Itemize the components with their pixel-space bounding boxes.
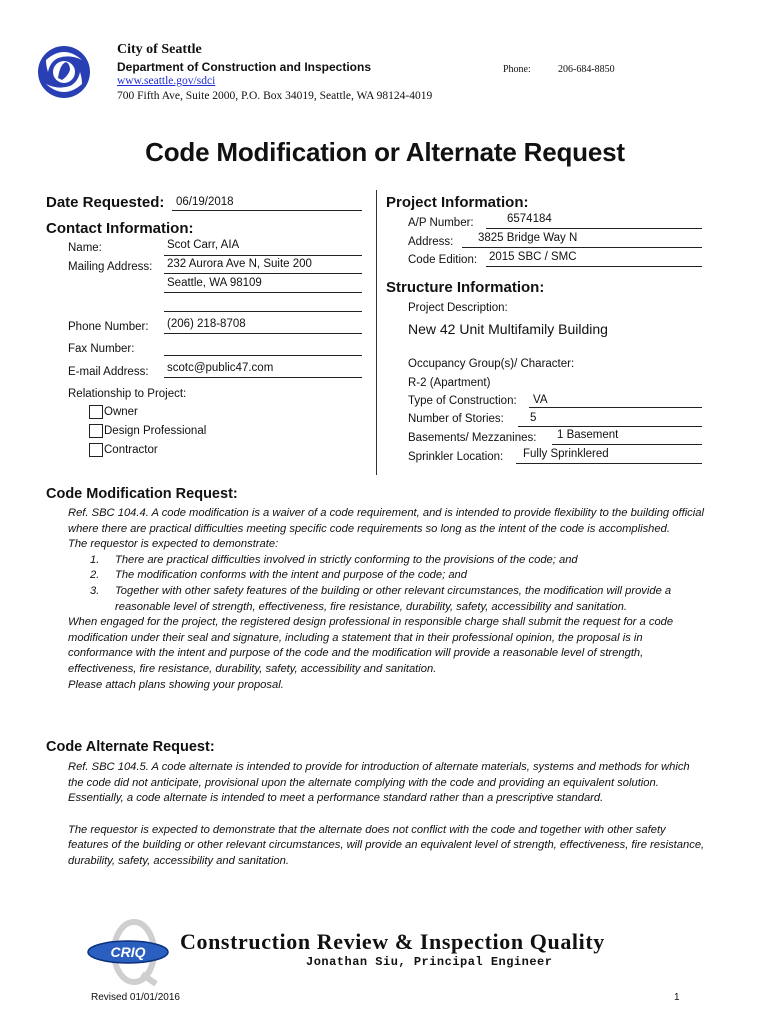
project-description-field[interactable]: New 42 Unit Multifamily Building <box>408 321 608 337</box>
basements-label: Basements/ Mezzanines: <box>408 432 537 444</box>
ap-number-field[interactable]: 6574184 <box>507 213 552 225</box>
phone-label: Phone: <box>503 64 531 75</box>
date-requested-value[interactable]: 06/19/2018 <box>176 196 234 208</box>
construction-type-line <box>529 407 702 408</box>
mailing-line3-underline <box>164 311 362 312</box>
code-modification-attach: Please attach plans showing your proposal. <box>68 678 284 691</box>
name-label: Name: <box>68 242 102 254</box>
criq-logo-text: CRIQ <box>110 944 146 960</box>
code-alternate-body <box>68 760 708 870</box>
sprinkler-location-field[interactable]: Fully Sprinklered <box>523 448 609 460</box>
project-address-label: Address: <box>408 236 454 248</box>
occupancy-group-label: Occupancy Group(s)/ Character: <box>408 358 575 370</box>
revised-date: Revised 01/01/2016 <box>91 992 180 1003</box>
basements-line <box>552 444 702 445</box>
footer-banner-title: Construction Review & Inspection Quality <box>180 929 605 954</box>
number-of-stories-label: Number of Stories: <box>408 413 504 425</box>
relationship-label: Relationship to Project: <box>68 388 187 400</box>
mailing-line2-underline <box>164 292 362 293</box>
list-item-number: 1. <box>90 553 100 566</box>
fax-number-line <box>164 355 362 356</box>
code-modification-intro: Ref. SBC 104.4. A code modification is a waiver of a code requirement, and is intended to provide flexibility to the building official where there are practical difficulties meeting specific code requirements so long as the intent of the code is accomplished. <box>68 507 704 535</box>
code-edition-label: Code Edition: <box>408 254 478 266</box>
department-address: 700 Fifth Ave, Suite 2000, P.O. Box 34019, Seattle, WA 98124-4019 <box>117 90 433 102</box>
name-field[interactable]: Scot Carr, AIA <box>167 239 240 251</box>
department-website-link[interactable]: www.seattle.gov/sdci <box>117 75 216 87</box>
code-modification-demonstrate: The requestor is expected to demonstrate: <box>68 538 279 551</box>
list-item <box>90 568 708 584</box>
email-address-line <box>164 377 362 378</box>
criq-logo <box>84 918 176 986</box>
code-modification-heading: Code Modification Request: <box>46 486 238 502</box>
project-address-field[interactable]: 3825 Bridge Way N <box>478 232 578 244</box>
number-of-stories-field[interactable]: 5 <box>530 412 537 424</box>
city-seal-logo <box>36 42 92 102</box>
mailing-address-label: Mailing Address: <box>68 261 153 273</box>
list-item-number: 3. <box>90 584 100 597</box>
contractor-option-label: Contractor <box>104 444 158 456</box>
name-line <box>164 255 362 256</box>
code-alternate-heading: Code Alternate Request: <box>46 739 215 755</box>
code-edition-field[interactable]: 2015 SBC / SMC <box>489 251 577 263</box>
city-name: City of Seattle <box>117 42 202 57</box>
code-modification-engaged: When engaged for the project, the registered design professional in responsible charge shall submit the request for a code modification under their seal and signature, including a statement that in their professional opinion, the proposal is in conformance with the intent and purpose of the code and the modification will provide a reasonable level of strength, effectiveness, fire resistance, durability, safety, accessibility and sanitation. <box>68 616 674 675</box>
page-number: 1 <box>674 992 680 1003</box>
design-professional-option-label: Design Professional <box>104 425 207 437</box>
contractor-checkbox[interactable] <box>89 443 103 457</box>
email-address-field[interactable]: scotc@public47.com <box>167 362 274 374</box>
mailing-address-line1[interactable]: 232 Aurora Ave N, Suite 200 <box>167 258 312 270</box>
list-item <box>90 553 708 569</box>
project-address-line <box>462 247 702 248</box>
project-description-label: Project Description: <box>408 302 508 314</box>
structure-information-heading: Structure Information: <box>386 279 545 296</box>
phone-value: 206-684-8850 <box>558 64 615 75</box>
code-modification-body <box>68 506 708 693</box>
date-requested-label: Date Requested: <box>46 194 165 211</box>
sprinkler-location-label: Sprinkler Location: <box>408 451 504 463</box>
sprinkler-location-line <box>516 463 702 464</box>
design-professional-checkbox[interactable] <box>89 424 103 438</box>
list-item-text: Together with other safety features of the building or other relevant circumstances, the modification will provide a reasonable level of strength, effectiveness, fire resistance, durability, safety, accessibility and sanitation. <box>115 584 672 613</box>
code-alternate-intro: Ref. SBC 104.5. A code alternate is intended to provide for introduction of alternate materials, systems and methods for which the code did not anticipate, provisional upon the alternate complying with the code and providing an equivalent solution. Essentially, a code alternate is intended to meet a performance standard rather than a prescriptive standard. <box>68 761 690 805</box>
phone-number-field[interactable]: (206) 218-8708 <box>167 318 246 330</box>
code-edition-line <box>486 266 702 267</box>
list-item-text: There are practical difficulties involved in strictly conforming to the provisions of the code; and <box>115 553 578 566</box>
date-requested-line <box>172 210 362 211</box>
list-item-number: 2. <box>90 569 100 582</box>
fax-number-label: Fax Number: <box>68 343 135 355</box>
list-item <box>90 584 708 615</box>
list-item-text: The modification conforms with the intent and purpose of the code; and <box>115 569 467 582</box>
code-alternate-demonstrate: The requestor is expected to demonstrate that the alternate does not conflict with the code and together with other safety features of the building or other relevant circumstances, will provide an equivalent level of strength, effectiveness, fire resistance, durability, safety, accessibility and sanitation. <box>68 823 705 867</box>
footer-subtitle: Jonathan Siu, Principal Engineer <box>306 955 553 969</box>
mailing-address-line2[interactable]: Seattle, WA 98109 <box>167 277 262 289</box>
phone-number-label: Phone Number: <box>68 321 149 333</box>
email-address-label: E-mail Address: <box>68 366 149 378</box>
number-of-stories-line <box>518 426 702 427</box>
form-title: Code Modification or Alternate Request <box>145 137 625 167</box>
department-name: Department of Construction and Inspections <box>117 60 372 74</box>
construction-type-field[interactable]: VA <box>533 394 548 406</box>
phone-number-line <box>164 333 362 334</box>
ap-number-line <box>486 228 702 229</box>
project-information-heading: Project Information: <box>386 194 529 211</box>
column-divider <box>376 190 377 475</box>
ap-number-label: A/P Number: <box>408 217 474 229</box>
occupancy-group-field[interactable]: R-2 (Apartment) <box>408 377 491 389</box>
contact-information-heading: Contact Information: <box>46 220 194 237</box>
owner-option-label: Owner <box>104 406 138 418</box>
basements-field[interactable]: 1 Basement <box>557 429 619 441</box>
mailing-line1-underline <box>164 273 362 274</box>
construction-type-label: Type of Construction: <box>408 395 517 407</box>
owner-checkbox[interactable] <box>89 405 103 419</box>
